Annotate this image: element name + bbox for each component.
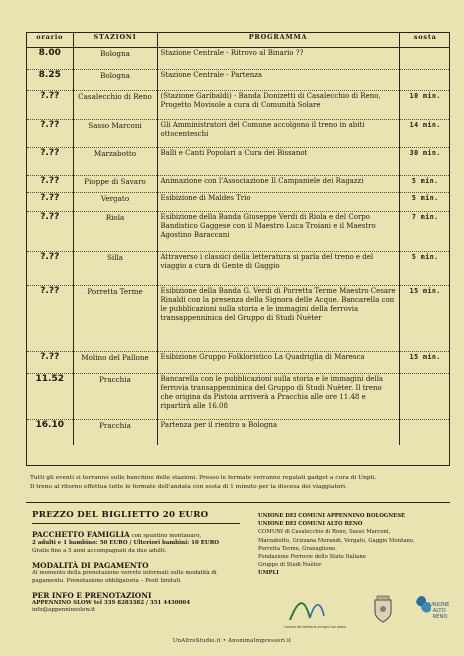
family-title-suffix: con spuntino montanaro,: [129, 533, 202, 539]
info-title: PER INFO E PRENOTAZIONI: [32, 591, 152, 601]
duration-cell: 14 min.: [409, 121, 441, 129]
payment-line-1: Al momento della prenotazione verrete informati sulle modalità di: [32, 570, 217, 577]
station-cell: Bologna: [73, 48, 157, 70]
info-line-1: APPENNINO SLOW tel 339 8283382 / 351 4430004: [32, 600, 191, 607]
schedule-row: [27, 70, 450, 91]
family-line-1: 2 adulti e 1 bambino: 50 EURO / Ulteriori bambini: 10 EURO: [32, 540, 220, 547]
schedule-row: [27, 286, 450, 352]
schedule-row: [27, 212, 450, 252]
duration-cell: [399, 420, 450, 445]
duration-cell: 15 min.: [409, 287, 441, 295]
duration-cell: [399, 48, 450, 70]
station-cell: Marzabotto: [73, 148, 157, 176]
coat-of-arms-icon: [372, 594, 394, 624]
union-logo-word-1: UNIONE: [428, 602, 450, 608]
station-cell: Sasso Marconi: [73, 120, 157, 148]
partner-line: Marzabotto, Grizzana Morandi, Vergato, Gaggio Montano,: [258, 537, 415, 544]
program-cell: Stazione Centrale - Partenza: [157, 70, 399, 91]
time-cell: ?.??: [27, 212, 73, 252]
station-cell: Pioppe di Savaro: [73, 176, 157, 193]
note-line-2: Il treno al ritorno effettua tutte le fermate dell'andata con sosta di 1 minuto per la discesa dei viaggiatori.: [30, 484, 347, 490]
info-email[interactable]: info@appenninoslow.it: [32, 607, 96, 614]
time-cell: ?.??: [27, 91, 73, 120]
schedule-row: [27, 252, 450, 286]
schedule-row: [27, 148, 450, 176]
station-cell: Riola: [73, 212, 157, 252]
program-cell: (Stazione Garibaldi) - Banda Donizetti di Casalecchio di Reno, Progetto Movisole a cura di Comunità Solare: [157, 91, 399, 120]
program-cell: Bancarella con le pubblicazioni sulla storia e le immagini della ferrovia transappenninica del Gruppo di Studi Nuèter. Il treno che origina da Pistoia arriverà a Pracchia alle ore 11.48 e ripartirà alle 16.08: [157, 374, 399, 420]
station-cell: Bologna: [73, 70, 157, 91]
partner-line: Gruppo di Studi Nuèter: [258, 562, 322, 569]
duration-cell: 30 min.: [409, 149, 441, 157]
unione-alto-reno-logo: [412, 592, 454, 632]
duration-cell: 10 min.: [409, 92, 441, 100]
program-cell: Attraverso i classici della letteratura si parla del treno e del viaggio a cura di Gente di Gaggio: [157, 252, 399, 286]
duration-cell: 15 min.: [409, 353, 441, 361]
duration-cell: [399, 374, 450, 420]
union-logo-word-2: ALTO: [432, 608, 446, 614]
header-duration: sosta: [399, 33, 450, 48]
program-cell: Esibizione di Maldes Trio: [157, 193, 399, 212]
schedule-row: [27, 374, 450, 420]
time-cell: ?.??: [27, 120, 73, 148]
family-line-2: Gratis fino a 5 anni accompagnati da due adulti.: [32, 547, 167, 554]
table-header-row: [27, 33, 450, 48]
partner-line: Porretta Terme, Granaglione.: [258, 545, 337, 552]
partner-line: UMPLI: [258, 570, 279, 577]
station-cell: Casalecchio di Reno: [73, 91, 157, 120]
note-line-1: Tutti gli eventi si terranno sulle banchine delle stazioni. Presso le fermate verranno regalati gadget a cura di Unpli.: [30, 475, 377, 481]
time-cell: ?.??: [27, 148, 73, 176]
time-cell: ?.??: [27, 193, 73, 212]
price-title: PREZZO DEL BIGLIETTO 20 EURO: [32, 510, 209, 520]
payment-title: MODALITÀ DI PAGAMENTO: [32, 561, 149, 571]
program-cell: Stazione Centrale - Ritrovo al Binario ??: [157, 48, 399, 70]
union-logo-word-3: RENO: [432, 614, 448, 620]
duration-cell: 5 min.: [411, 177, 439, 185]
station-cell: Molino del Pallone: [73, 352, 157, 374]
program-cell: Esibizione Gruppo Folkloristico La Quadriglia di Maresca: [157, 352, 399, 374]
time-cell: ?.??: [27, 286, 73, 352]
station-cell: Vergato: [73, 193, 157, 212]
duration-cell: 5 min.: [411, 194, 439, 202]
appennino-slow-logo: [284, 590, 346, 630]
header-station: STAZIONI: [73, 33, 157, 48]
partner-line: COMUNI di Casalecchio di Reno, Sasso Marconi,: [258, 529, 391, 536]
time-cell: ?.??: [27, 176, 73, 193]
partner-line: Fondazione Ferrovie dello Stato Italiane: [258, 554, 366, 561]
union-logo-text: [429, 602, 451, 620]
schedule-row: [27, 176, 450, 193]
station-cell: Silla: [73, 252, 157, 286]
time-cell: 11.52: [27, 374, 73, 420]
program-cell: Animazione con l'Associazione Il Campaniele dei Ragazzi: [157, 176, 399, 193]
footer-credits: UnAltroStudio.it • AnonimaImpressori.it: [172, 638, 292, 644]
ticket-info: [32, 510, 244, 615]
station-cell: Pracchia: [73, 374, 157, 420]
schedule-table-frame: [26, 32, 450, 466]
program-cell: Esibizione della Banda Giuseppe Verdi di Riola e del Corpo Bandistico Gaggese con il Maestro Luca Troiani e il Maestro Agostino Baraccani: [157, 212, 399, 252]
program-cell: Balli e Canti Popolari a Cura dei Bissanot: [157, 148, 399, 176]
family-title-text: PACCHETTO FAMIGLIA: [32, 530, 130, 539]
schedule-row: [27, 91, 450, 120]
program-cell: Partenza per il rientro a Bologna: [157, 420, 399, 445]
price-divider: [32, 523, 240, 524]
duration-cell: [399, 70, 450, 91]
schedule-row: [27, 420, 450, 445]
partners-list: [258, 512, 448, 578]
station-cell: Porretta Terme: [73, 286, 157, 352]
partner-logos: [284, 590, 454, 634]
schedule-table: [27, 33, 450, 445]
payment-line-2: pagamento. Prenotazione obbligatoria – Posti limitati: [32, 577, 181, 584]
time-cell: ?.??: [27, 252, 73, 286]
time-cell: 8.00: [27, 48, 73, 70]
header-program: PROGRAMMA: [157, 33, 399, 48]
program-cell: Esibizione della Banda G. Verdi di Porretta Terme Maestro Cesare Rinaldi con la presenza della Signora delle Acque. Bancarella con le pubblicazioni sulla storia e le immagini della ferrovia transappenninica del Gruppo di Studi Nuèter: [157, 286, 399, 352]
time-cell: 8.25: [27, 70, 73, 91]
program-cell: Gli Amministratori del Comune accolgono il treno in abiti ottocenteschi: [157, 120, 399, 148]
station-cell: Pracchia: [73, 420, 157, 445]
schedule-row: [27, 120, 450, 148]
schedule-row: [27, 48, 450, 70]
schedule-row: [27, 352, 450, 374]
event-notes: [30, 474, 450, 492]
bottom-divider: [26, 502, 450, 503]
header-time: orario: [27, 33, 73, 48]
schedule-row: [27, 193, 450, 212]
family-title: [32, 530, 244, 540]
duration-cell: 5 min.: [411, 253, 439, 261]
time-cell: ?.??: [27, 352, 73, 374]
partner-line: UNIONE DEI COMUNI ALTO RENO: [258, 521, 363, 528]
duration-cell: 7 min.: [411, 213, 439, 221]
time-cell: 16.10: [27, 420, 73, 445]
partner-line: UNIONE DEI COMUNI APPENNINO BOLOGNESE: [258, 513, 406, 519]
slow-logo-caption: l'anima del territorio ad ogni tuo passo: [284, 625, 346, 629]
